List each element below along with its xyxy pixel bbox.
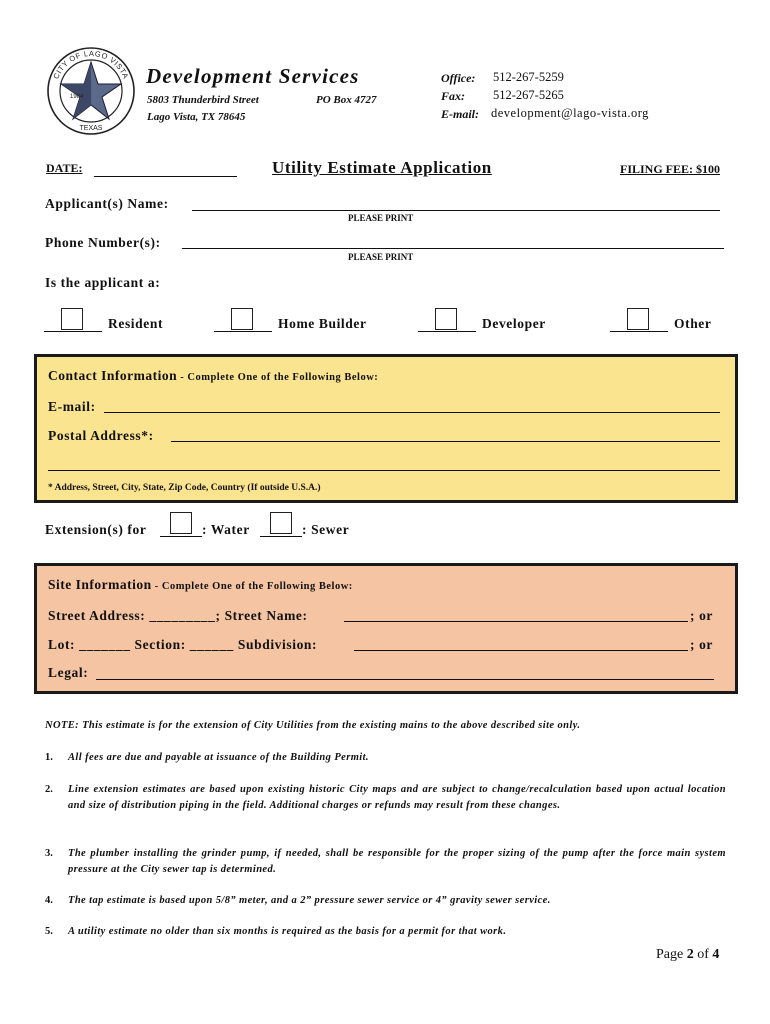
phone-label: Phone Number(s): <box>45 235 161 250</box>
resident-line <box>44 331 102 332</box>
form-title: Utility Estimate Application <box>272 158 492 177</box>
water-checkbox[interactable] <box>170 512 192 534</box>
estimate-note: NOTE: This estimate is for the extension of City Utilities from the existing mains to the above described site only. <box>45 720 581 731</box>
address-footnote: * Address, Street, City, State, Zip Code, Country (If outside U.S.A.) <box>48 483 321 493</box>
item-text: A utility estimate no older than six months is required as the basis for a permit for that work. <box>68 926 507 937</box>
item-number: 2. <box>45 784 53 795</box>
fax-label: Fax: <box>441 89 465 103</box>
street-address-label: Street Address: _________; Street Name: <box>48 608 308 623</box>
svg-text:1984: 1984 <box>70 94 84 100</box>
city-line: Lago Vista, TX 78645 <box>147 111 246 123</box>
filing-fee: FILING FEE: $100 <box>620 162 721 176</box>
applicant-name-label: Applicant(s) Name: <box>45 196 169 211</box>
sewer-line <box>260 536 302 537</box>
contact-email-field[interactable] <box>104 412 720 413</box>
other-label: Other <box>674 316 712 331</box>
applicant-type-question: Is the applicant a: <box>45 275 161 290</box>
lot-section-subdivision-label: Lot: _______ Section: ______ Subdivision: <box>48 637 318 652</box>
street-name-field[interactable] <box>344 621 688 622</box>
developer-label: Developer <box>482 316 546 331</box>
home-builder-label: Home Builder <box>278 316 367 331</box>
item-number: 4. <box>45 895 53 906</box>
postal-address-label: Postal Address*: <box>48 428 154 443</box>
sewer-label: : Sewer <box>302 522 350 537</box>
resident-checkbox[interactable] <box>61 308 83 330</box>
po-box: PO Box 4727 <box>316 94 377 106</box>
date-label: DATE: <box>46 161 83 175</box>
phone-field[interactable] <box>182 248 724 249</box>
date-field[interactable] <box>94 176 237 177</box>
resident-label: Resident <box>108 316 164 331</box>
item-number: 1. <box>45 752 53 763</box>
item-text: Line extension estimates are based upon existing historic City maps and are subject to change/recalculation based upon actual location and size of distribution piping in the field. Additional charges or refunds may result from these changes. <box>68 784 726 811</box>
item-number: 5. <box>45 926 53 937</box>
other-line <box>610 331 668 332</box>
street-address: 5803 Thunderbird Street <box>147 94 259 106</box>
postal-address-field[interactable] <box>171 441 720 442</box>
legal-label: Legal: <box>48 665 89 680</box>
sewer-checkbox[interactable] <box>270 512 292 534</box>
email-link[interactable]: development@lago-vista.org <box>491 106 649 120</box>
legal-field[interactable] <box>96 679 714 680</box>
svg-text:TEXAS: TEXAS <box>79 125 103 132</box>
street-or: ; or <box>690 608 714 623</box>
postal-address-field-2[interactable] <box>48 470 720 471</box>
please-print-note: PLEASE PRINT <box>348 213 414 223</box>
subdivision-or: ; or <box>690 637 714 652</box>
item-number: 3. <box>45 848 53 859</box>
home-builder-checkbox[interactable] <box>231 308 253 330</box>
page-number: Page 2 of 4 <box>656 947 720 962</box>
applicant-name-field[interactable] <box>192 210 720 211</box>
svg-text:CITY OF LAGO VISTA: CITY OF LAGO VISTA <box>51 48 131 81</box>
home-builder-line <box>214 331 272 332</box>
office-phone: 512-267-5259 <box>493 70 564 84</box>
extension-label: Extension(s) for <box>45 522 147 537</box>
developer-checkbox[interactable] <box>435 308 457 330</box>
please-print-note-2: PLEASE PRINT <box>348 252 414 262</box>
site-heading: Site Information - Complete One of the Following Below: <box>48 577 353 592</box>
item-text: The tap estimate is based upon 5/8” meter, and a 2” pressure sewer service or 4” gravity sewer service. <box>68 895 551 906</box>
email-label: E-mail: <box>441 107 479 121</box>
office-label: Office: <box>441 71 476 85</box>
contact-email-label: E-mail: <box>48 399 96 414</box>
fax-number: 512-267-5265 <box>493 88 564 102</box>
water-label: : Water <box>202 522 250 537</box>
city-seal-logo <box>46 46 136 136</box>
other-checkbox[interactable] <box>627 308 649 330</box>
item-text: All fees are due and payable at issuance of the Building Permit. <box>68 752 369 763</box>
org-title: Development Services <box>146 64 360 88</box>
water-line <box>160 536 202 537</box>
subdivision-field[interactable] <box>354 650 688 651</box>
contact-heading: Contact Information - Complete One of the Following Below: <box>48 368 379 383</box>
developer-line <box>418 331 476 332</box>
item-text: The plumber installing the grinder pump, if needed, shall be responsible for the proper sizing of the pump after the force main system pressure at the City sewer tap is determined. <box>68 848 726 875</box>
